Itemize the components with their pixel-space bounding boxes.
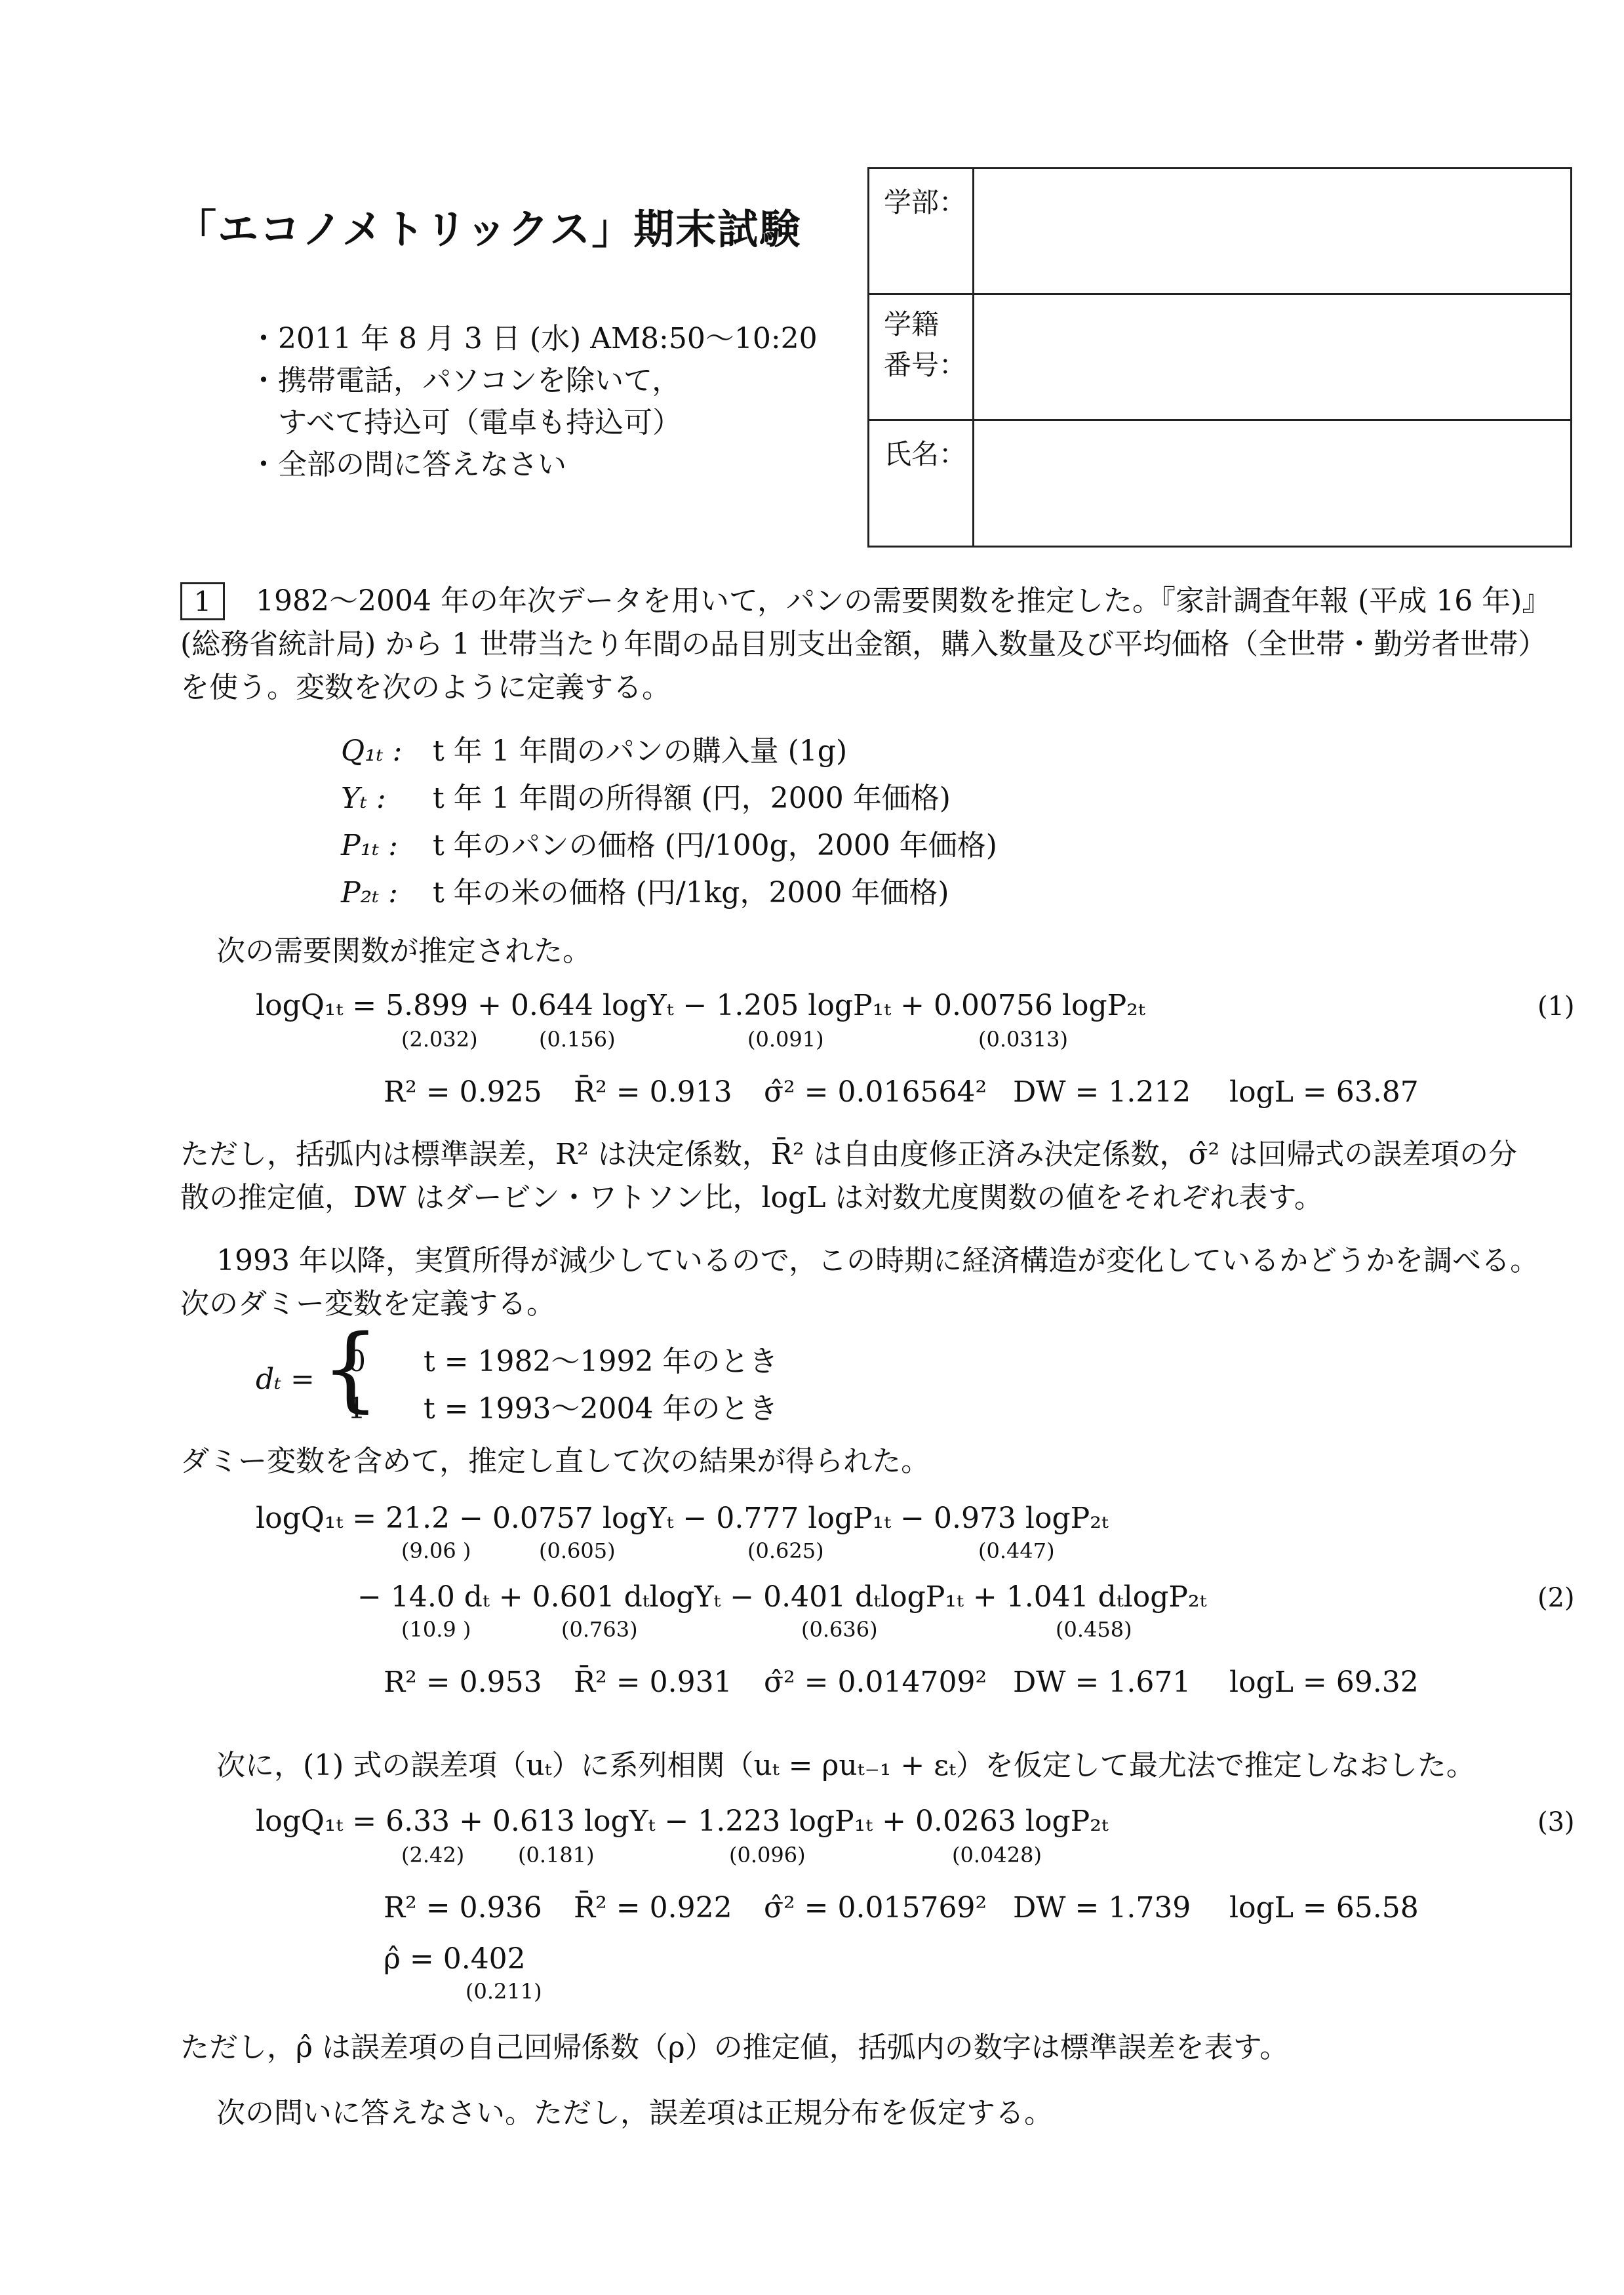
text-ar: 次に，(1) 式の誤差項（uₜ）に系列相関（uₜ = ρuₜ₋₁ + εₜ）を仮定して最尤法で推定しなおした。 <box>216 1749 1475 1782</box>
equation-2-line-2: − 14.0 dₜ + 0.601 dₜlogYₜ − 0.401 dₜlogP₁ₜ + 1.041 dₜlogP₂ₜ <box>357 1580 1207 1614</box>
variable-row: P₂ₜ : t 年の米の価格 (円/1kg，2000 年価格) <box>341 876 949 909</box>
question-number: 1 <box>180 582 225 620</box>
equation-2-line-1: logQ₁ₜ = 21.2 − 0.0757 logYₜ − 0.777 logP₁ₜ − 0.973 logP₂ₜ <box>256 1502 1109 1535</box>
se-value: (0.763) <box>561 1617 638 1642</box>
name-label: 氏名： <box>869 421 974 548</box>
se-value: (0.0428) <box>952 1843 1042 1867</box>
se-value: (10.9 ) <box>401 1617 471 1642</box>
equation-number-1: (1) <box>1537 991 1575 1022</box>
exam-title: 「エコノメトリックス」期末試験 <box>176 205 802 253</box>
se-value: (0.458) <box>1056 1617 1132 1642</box>
student-info-box <box>867 167 1572 548</box>
se-value: (0.636) <box>801 1617 878 1642</box>
variable-row: Q₁ₜ : t 年 1 年間のパンの購入量 (1g) <box>341 734 848 768</box>
se-value: (9.06 ) <box>401 1538 471 1563</box>
intro-line-3: を使う。変数を次のように定義する。 <box>180 671 671 704</box>
student-id-row[interactable] <box>869 295 1570 421</box>
dummy-case-1: 1 t = 1993〜2004 年のとき <box>347 1392 778 1426</box>
equation-2-stats: R² = 0.953 R̄² = 0.931 σ̂² = 0.014709² DW = 1.671 logL = 69.32 <box>384 1666 1419 1699</box>
faculty-label: 学部： <box>869 169 974 293</box>
text-dummy-line-1: 1993 年以降，実質所得が減少しているので，この時期に経済構造が変化しているかどうかを調べる。 <box>216 1244 1539 1277</box>
se-value: (0.091) <box>747 1027 824 1052</box>
variable-definitions <box>341 728 997 917</box>
exam-notes <box>249 318 818 486</box>
equation-number-2: (2) <box>1537 1583 1575 1613</box>
brace-symbol: { <box>321 1315 380 1422</box>
faculty-row[interactable] <box>869 169 1570 295</box>
student-id-label: 学籍 番号： <box>869 295 974 419</box>
se-value: (2.032) <box>401 1027 478 1052</box>
note-date: ・2011 年 8 月 3 日 (水) AM8:50〜10:20 <box>249 322 818 355</box>
text-answer: 次の問いに答えなさい。ただし，誤差項は正規分布を仮定する。 <box>216 2096 1053 2130</box>
note-answer-all: ・全部の問に答えなさい <box>249 448 566 481</box>
se-value: (0.605) <box>539 1538 616 1563</box>
text-estimated: 次の需要関数が推定された。 <box>216 934 591 968</box>
note-devices: ・携帯電話，パソコンを除いて， <box>249 364 681 397</box>
intro-rest <box>180 623 1547 709</box>
text-reestimate: ダミー変数を含めて，推定し直して次の結果が得られた。 <box>180 1445 930 1478</box>
dummy-lhs: dₜ = <box>256 1363 315 1396</box>
se-value: (0.096) <box>729 1843 806 1867</box>
equation-3: logQ₁ₜ = 6.33 + 0.613 logYₜ − 1.223 logP₁ₜ + 0.0263 logP₂ₜ <box>256 1805 1109 1838</box>
se-value: (2.42) <box>401 1843 465 1867</box>
variable-row: Yₜ : t 年 1 年間の所得額 (円，2000 年価格) <box>341 782 951 815</box>
se-value: (0.0313) <box>978 1027 1068 1052</box>
rho-estimate: ρ̂ = 0.402 <box>384 1942 526 1976</box>
note-allowed: すべて持込可（電卓も持込可） <box>249 406 682 439</box>
se-value: (0.211) <box>465 1979 542 2004</box>
text-rho: ただし，ρ̂ は誤差項の自己回帰係数（ρ）の推定値，括弧内の数字は標準誤差を表す。 <box>180 2031 1289 2064</box>
variable-row: P₁ₜ : t 年のパンの価格 (円/100g，2000 年価格) <box>341 829 997 862</box>
equation-1: logQ₁ₜ = 5.899 + 0.644 logYₜ − 1.205 logP₁ₜ + 0.00756 logP₂ₜ <box>256 989 1145 1022</box>
equation-1-stats: R² = 0.925 R̄² = 0.913 σ̂² = 0.016564² DW = 1.212 logL = 63.87 <box>384 1075 1419 1109</box>
text-note: ただし，括弧内は標準誤差，R² は決定係数，R̄² は自由度修正済み決定係数，σ̂² は回帰式の誤差項の分 散の推定値，DW はダービン・ワトソン比，logL は対数尤度関数の値をそれぞれ表す。 <box>180 1138 1518 1214</box>
se-value: (0.625) <box>747 1538 824 1563</box>
se-value: (0.447) <box>978 1538 1055 1563</box>
text-dummy-line-2: 次のダミー変数を定義する。 <box>180 1287 555 1321</box>
intro-line-1: 1982〜2004 年の年次データを用いて，パンの需要関数を推定した。『家計調査年報 (平成 16 年)』 <box>256 584 1551 618</box>
se-value: (0.181) <box>518 1843 595 1867</box>
dummy-case-0: 0 t = 1982〜1992 年のとき <box>347 1345 778 1378</box>
equation-3-stats: R² = 0.936 R̄² = 0.922 σ̂² = 0.015769² DW = 1.739 logL = 65.58 <box>384 1891 1419 1925</box>
name-row[interactable] <box>869 421 1570 548</box>
equation-number-3: (3) <box>1537 1807 1575 1837</box>
se-value: (0.156) <box>539 1027 616 1052</box>
intro-line-2: (総務省統計局) から 1 世帯当たり年間の品目別支出金額，購入数量及び平均価格（全世帯・勤労者世帯） <box>180 628 1547 661</box>
